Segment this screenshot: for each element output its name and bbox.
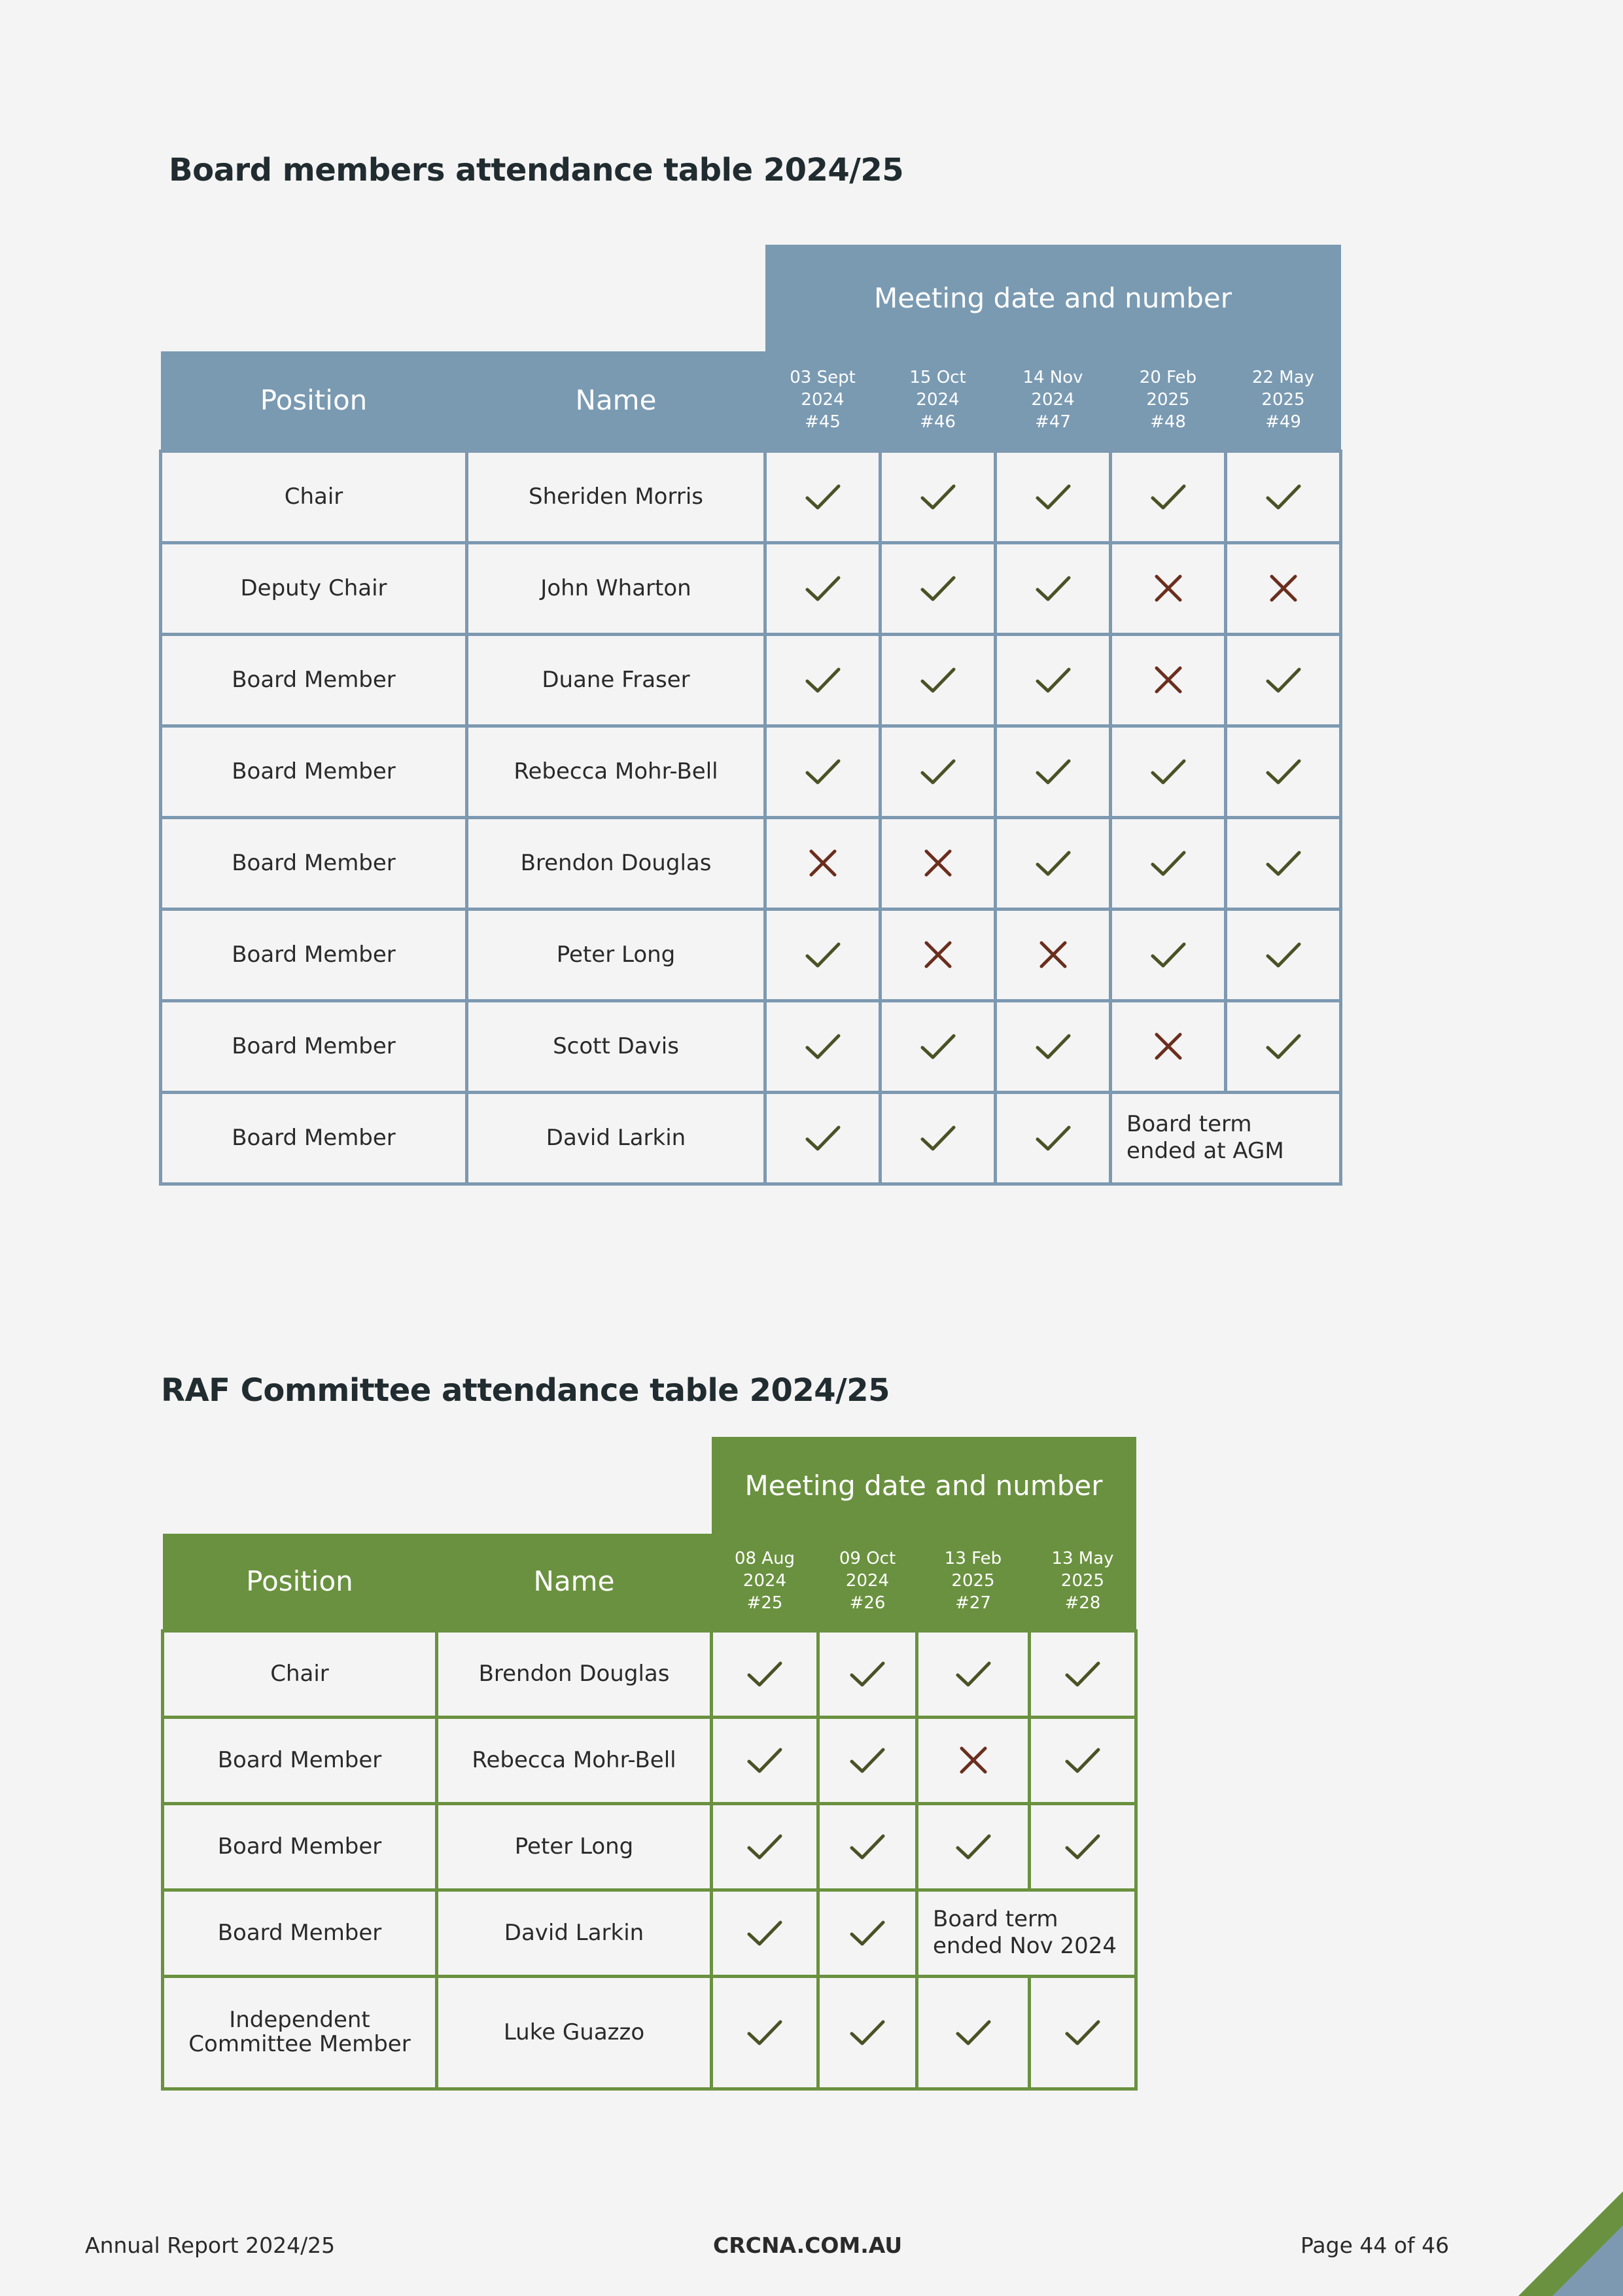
cross-icon: [1035, 939, 1072, 970]
name-cell: Rebecca Mohr-Bell: [437, 1717, 712, 1803]
cross-icon: [1265, 573, 1302, 604]
position-cell: Board Member: [161, 909, 467, 1000]
attendance-cell: [917, 1631, 1030, 1717]
attendance-cell: [765, 817, 881, 909]
term-note-cell: Board term ended Nov 2024: [917, 1890, 1136, 1976]
name-cell: Peter Long: [467, 909, 765, 1000]
table-row: [161, 634, 1341, 726]
attendance-cell: [765, 634, 881, 726]
attendance-cell: [917, 1976, 1030, 2089]
attendance-cell: [996, 451, 1111, 542]
cross-icon: [1150, 573, 1187, 604]
position-cell: Chair: [161, 451, 467, 542]
check-icon: [1035, 1122, 1072, 1154]
corner-decoration: [1518, 2191, 1623, 2296]
attendance-cell: [996, 542, 1111, 634]
table-row: [163, 1803, 1136, 1890]
meeting-date-header: 13 May 2025 #28: [1030, 1534, 1136, 1631]
attendance-cell: [996, 634, 1111, 726]
attendance-cell: [1226, 451, 1341, 542]
attendance-cell: [996, 817, 1111, 909]
check-icon: [920, 481, 956, 512]
check-icon: [920, 1031, 956, 1062]
check-icon: [805, 481, 841, 512]
position-cell: Chair: [163, 1631, 437, 1717]
name-cell: John Wharton: [467, 542, 765, 634]
check-icon: [746, 2017, 783, 2048]
attendance-cell: [1226, 1000, 1341, 1092]
table-row: [163, 1717, 1136, 1803]
attendance-cell: [1030, 1803, 1136, 1890]
attendance-cell: [1226, 542, 1341, 634]
table-row: [163, 1890, 1136, 1976]
check-icon: [849, 1744, 886, 1776]
check-icon: [805, 1122, 841, 1154]
check-icon: [849, 1917, 886, 1949]
footer-website: CRCNA.COM.AU: [713, 2233, 903, 2258]
check-icon: [1064, 2017, 1101, 2048]
attendance-cell: [818, 1890, 917, 1976]
meeting-date-header: 03 Sept 2024 #45: [765, 351, 881, 451]
board-attendance-table: [159, 245, 1342, 1186]
check-icon: [1265, 664, 1302, 696]
table-row: [161, 909, 1341, 1000]
check-icon: [1064, 1831, 1101, 1862]
table-row: [161, 817, 1341, 909]
attendance-cell: [881, 1092, 996, 1184]
check-icon: [1035, 481, 1072, 512]
meeting-header: Meeting date and number: [712, 1437, 1136, 1534]
attendance-cell: [712, 1976, 818, 2089]
check-icon: [1150, 939, 1187, 970]
attendance-cell: [1111, 634, 1226, 726]
check-icon: [805, 939, 841, 970]
table-row: [161, 542, 1341, 634]
attendance-cell: [1111, 542, 1226, 634]
cross-icon: [920, 939, 956, 970]
check-icon: [1150, 481, 1187, 512]
cross-icon: [805, 847, 841, 879]
check-icon: [955, 1658, 992, 1689]
check-icon: [1265, 939, 1302, 970]
header-spacer: [163, 1437, 712, 1534]
cross-icon: [1150, 664, 1187, 696]
attendance-cell: [996, 1000, 1111, 1092]
attendance-cell: [765, 1092, 881, 1184]
attendance-cell: [712, 1803, 818, 1890]
footer-page-number: Page 44 of 46: [1300, 2233, 1450, 2258]
attendance-cell: [1111, 726, 1226, 817]
attendance-cell: [996, 1092, 1111, 1184]
name-cell: David Larkin: [467, 1092, 765, 1184]
check-icon: [746, 1831, 783, 1862]
meeting-header: Meeting date and number: [765, 245, 1341, 351]
attendance-cell: [818, 1631, 917, 1717]
attendance-cell: [765, 451, 881, 542]
attendance-cell: [818, 1803, 917, 1890]
attendance-cell: [1111, 451, 1226, 542]
position-cell: Deputy Chair: [161, 542, 467, 634]
table-row: [161, 726, 1341, 817]
table-row: [163, 1631, 1136, 1717]
check-icon: [955, 2017, 992, 2048]
check-icon: [805, 573, 841, 604]
cross-icon: [920, 847, 956, 879]
footer-report-name: Annual Report 2024/25: [85, 2233, 336, 2258]
position-cell: Board Member: [163, 1803, 437, 1890]
check-icon: [1265, 481, 1302, 512]
attendance-cell: [1111, 817, 1226, 909]
column-header-name: Name: [467, 351, 765, 451]
attendance-cell: [818, 1717, 917, 1803]
name-cell: David Larkin: [437, 1890, 712, 1976]
attendance-cell: [881, 1000, 996, 1092]
meeting-date-header: 08 Aug 2024 #25: [712, 1534, 818, 1631]
check-icon: [1265, 847, 1302, 879]
meeting-date-header: 20 Feb 2025 #48: [1111, 351, 1226, 451]
check-icon: [1150, 756, 1187, 787]
attendance-cell: [917, 1717, 1030, 1803]
check-icon: [1064, 1744, 1101, 1776]
name-cell: Luke Guazzo: [437, 1976, 712, 2089]
position-cell: Board Member: [161, 1000, 467, 1092]
check-icon: [920, 756, 956, 787]
attendance-cell: [1226, 726, 1341, 817]
name-cell: Scott Davis: [467, 1000, 765, 1092]
check-icon: [805, 756, 841, 787]
attendance-cell: [712, 1890, 818, 1976]
meeting-date-header: 13 Feb 2025 #27: [917, 1534, 1030, 1631]
position-cell: Board Member: [163, 1890, 437, 1976]
check-icon: [1150, 847, 1187, 879]
attendance-cell: [881, 909, 996, 1000]
check-icon: [955, 1831, 992, 1862]
check-icon: [849, 1831, 886, 1862]
header-spacer: [161, 245, 765, 351]
check-icon: [1265, 756, 1302, 787]
name-cell: Rebecca Mohr-Bell: [467, 726, 765, 817]
check-icon: [746, 1917, 783, 1949]
name-cell: Brendon Douglas: [467, 817, 765, 909]
check-icon: [920, 1122, 956, 1154]
check-icon: [805, 1031, 841, 1062]
cross-icon: [1150, 1031, 1187, 1062]
position-cell: Independent Committee Member: [163, 1976, 437, 2089]
attendance-cell: [881, 634, 996, 726]
meeting-date-header: 09 Oct 2024 #26: [818, 1534, 917, 1631]
attendance-cell: [765, 909, 881, 1000]
check-icon: [849, 1658, 886, 1689]
term-note-cell: Board term ended at AGM: [1111, 1092, 1341, 1184]
attendance-cell: [1030, 1717, 1136, 1803]
name-cell: Brendon Douglas: [437, 1631, 712, 1717]
meeting-date-header: 22 May 2025 #49: [1226, 351, 1341, 451]
raf-table-title: RAF Committee attendance table 2024/25: [161, 1372, 890, 1409]
board-table-title: Board members attendance table 2024/25: [169, 152, 904, 188]
meeting-date-header: 14 Nov 2024 #47: [996, 351, 1111, 451]
position-cell: Board Member: [161, 634, 467, 726]
attendance-cell: [765, 542, 881, 634]
check-icon: [1064, 1658, 1101, 1689]
name-cell: Duane Fraser: [467, 634, 765, 726]
column-header-position: Position: [163, 1534, 437, 1631]
attendance-cell: [996, 726, 1111, 817]
attendance-cell: [996, 909, 1111, 1000]
column-header-position: Position: [161, 351, 467, 451]
attendance-cell: [765, 1000, 881, 1092]
attendance-cell: [1226, 909, 1341, 1000]
check-icon: [805, 664, 841, 696]
attendance-cell: [1111, 1000, 1226, 1092]
attendance-cell: [1226, 634, 1341, 726]
attendance-cell: [1030, 1631, 1136, 1717]
name-cell: Peter Long: [437, 1803, 712, 1890]
attendance-cell: [881, 817, 996, 909]
check-icon: [920, 664, 956, 696]
table-row: [161, 451, 1341, 542]
table-row: [161, 1000, 1341, 1092]
check-icon: [1265, 1031, 1302, 1062]
attendance-cell: [1226, 817, 1341, 909]
column-header-name: Name: [437, 1534, 712, 1631]
position-cell: Board Member: [161, 817, 467, 909]
meeting-date-header: 15 Oct 2024 #46: [881, 351, 996, 451]
attendance-cell: [712, 1631, 818, 1717]
attendance-cell: [1111, 909, 1226, 1000]
table-row: [161, 1092, 1341, 1184]
raf-attendance-table: [161, 1437, 1138, 2091]
check-icon: [1035, 1031, 1072, 1062]
check-icon: [1035, 573, 1072, 604]
check-icon: [1035, 847, 1072, 879]
attendance-cell: [1030, 1976, 1136, 2089]
attendance-cell: [881, 451, 996, 542]
check-icon: [1035, 756, 1072, 787]
position-cell: Board Member: [161, 726, 467, 817]
check-icon: [849, 2017, 886, 2048]
check-icon: [1035, 664, 1072, 696]
cross-icon: [955, 1744, 992, 1776]
check-icon: [920, 573, 956, 604]
position-cell: Board Member: [163, 1717, 437, 1803]
table-row: [163, 1976, 1136, 2089]
attendance-cell: [818, 1976, 917, 2089]
attendance-cell: [712, 1717, 818, 1803]
attendance-cell: [765, 726, 881, 817]
attendance-cell: [881, 542, 996, 634]
attendance-cell: [881, 726, 996, 817]
attendance-cell: [917, 1803, 1030, 1890]
position-cell: Board Member: [161, 1092, 467, 1184]
check-icon: [746, 1658, 783, 1689]
check-icon: [746, 1744, 783, 1776]
name-cell: Sheriden Morris: [467, 451, 765, 542]
